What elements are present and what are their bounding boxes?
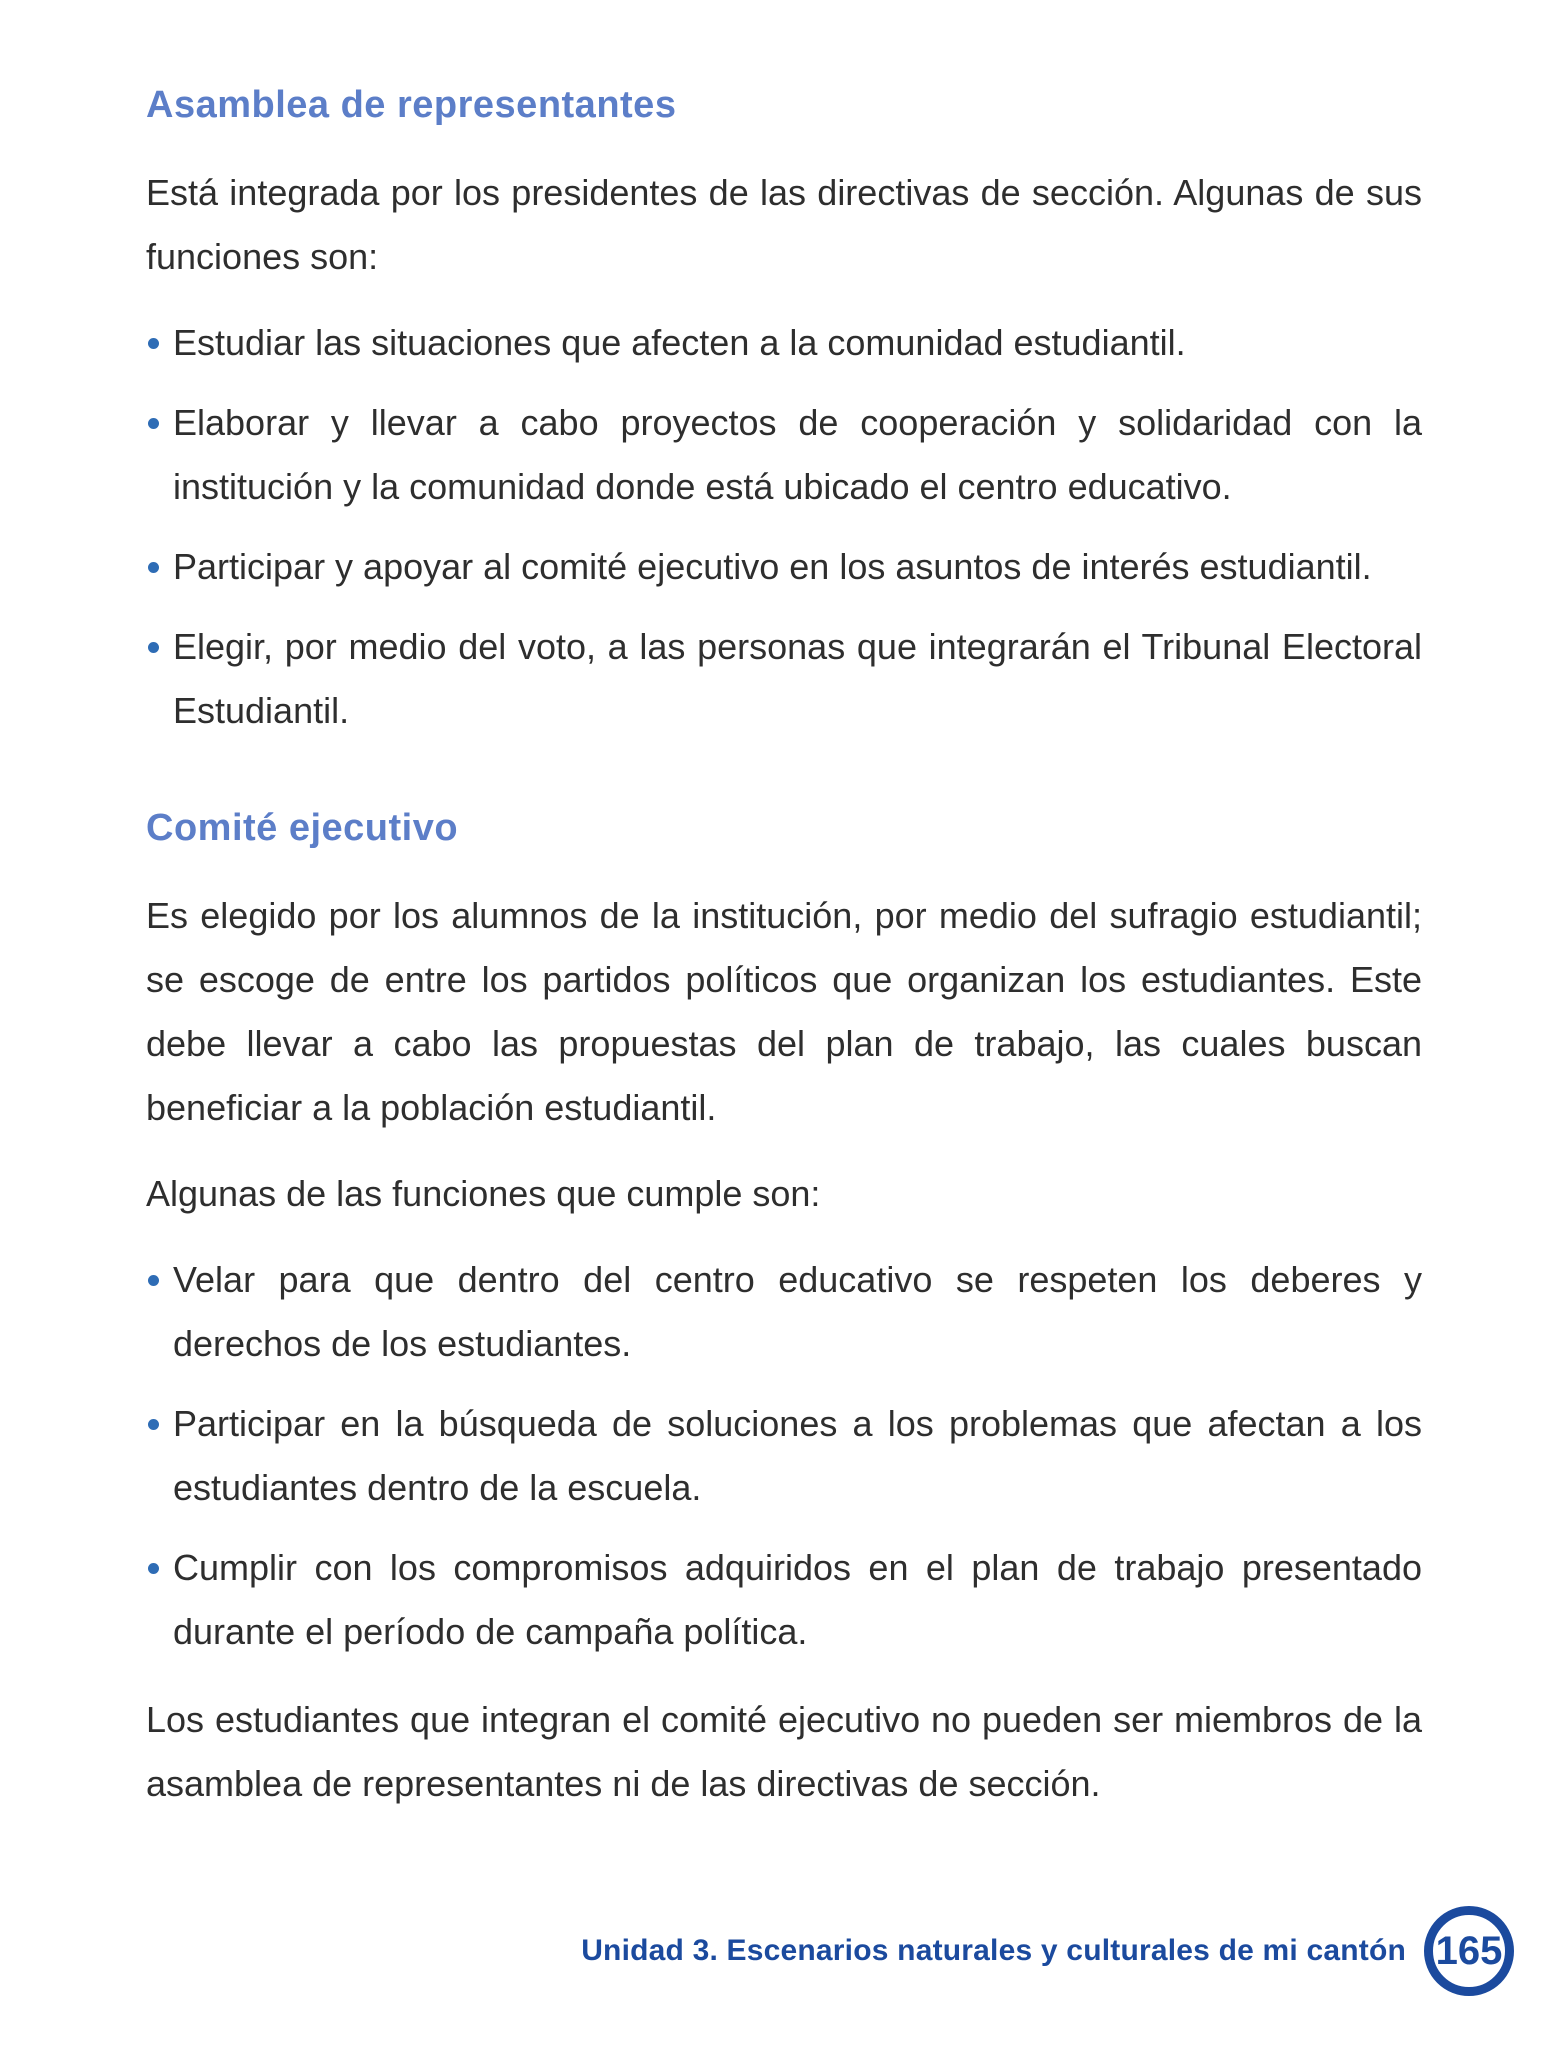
bullet-dot (148, 1563, 159, 1574)
list-item (146, 615, 1422, 743)
bullet-text: Elaborar y llevar a cabo proyectos de cooperación y solidaridad con la institución y la comunidad donde está ubicado el centro educativo. (173, 402, 1422, 507)
bullet-dot (148, 338, 159, 349)
footer-unit-label: Unidad 3. Escenarios naturales y culturales de mi cantón (581, 1934, 1406, 1967)
section-heading-asamblea: Asamblea de representantes (146, 84, 677, 126)
list-item (146, 1536, 1422, 1664)
list-item (146, 535, 1422, 599)
bullet-dot (148, 418, 159, 429)
bullet-text: Estudiar las situaciones que afecten a la comunidad estudiantil. (173, 322, 1186, 363)
bullet-dot (148, 642, 159, 653)
comite-functions-lead: Algunas de las funciones que cumple son: (146, 1173, 821, 1214)
bullet-text: Participar en la búsqueda de soluciones a los problemas que afectan a los estudiantes dentro de la escuela. (173, 1403, 1422, 1508)
list-item (146, 1248, 1422, 1376)
page-number: 165 (1435, 1928, 1503, 1973)
comite-closing-paragraph: Los estudiantes que integran el comité ejecutivo no pueden ser miembros de la asamblea de representantes ni de las directivas de sección. (146, 1699, 1422, 1804)
page-footer (0, 1906, 1514, 1996)
comite-intro-paragraph: Es elegido por los alumnos de la institución, por medio del sufragio estudiantil; se escoge de entre los partidos políticos que organizan los estudiantes. Este debe llevar a cabo las propuestas del plan de trabajo, las cuales buscan beneficiar a la población estudiantil. (146, 895, 1422, 1128)
bullet-dot (148, 1275, 159, 1286)
bullet-dot (148, 1419, 159, 1430)
list-item (146, 391, 1422, 519)
bullet-text: Participar y apoyar al comité ejecutivo en los asuntos de interés estudiantil. (173, 546, 1372, 587)
list-item (146, 311, 1422, 375)
asamblea-intro-paragraph: Está integrada por los presidentes de las directivas de sección. Algunas de sus funciones son: (146, 172, 1422, 277)
page-content (146, 84, 1422, 1838)
bullet-text: Elegir, por medio del voto, a las personas que integrarán el Tribunal Electoral Estudiantil. (173, 626, 1422, 731)
page-number-badge (1424, 1906, 1514, 1996)
asamblea-bullet-list (146, 311, 1422, 743)
comite-bullet-list (146, 1248, 1422, 1664)
bullet-text: Cumplir con los compromisos adquiridos en el plan de trabajo presentado durante el período de campaña política. (173, 1547, 1422, 1652)
section-heading-comite: Comité ejecutivo (146, 807, 459, 849)
bullet-dot (148, 562, 159, 573)
list-item (146, 1392, 1422, 1520)
bullet-text: Velar para que dentro del centro educativo se respeten los deberes y derechos de los estudiantes. (173, 1259, 1422, 1364)
